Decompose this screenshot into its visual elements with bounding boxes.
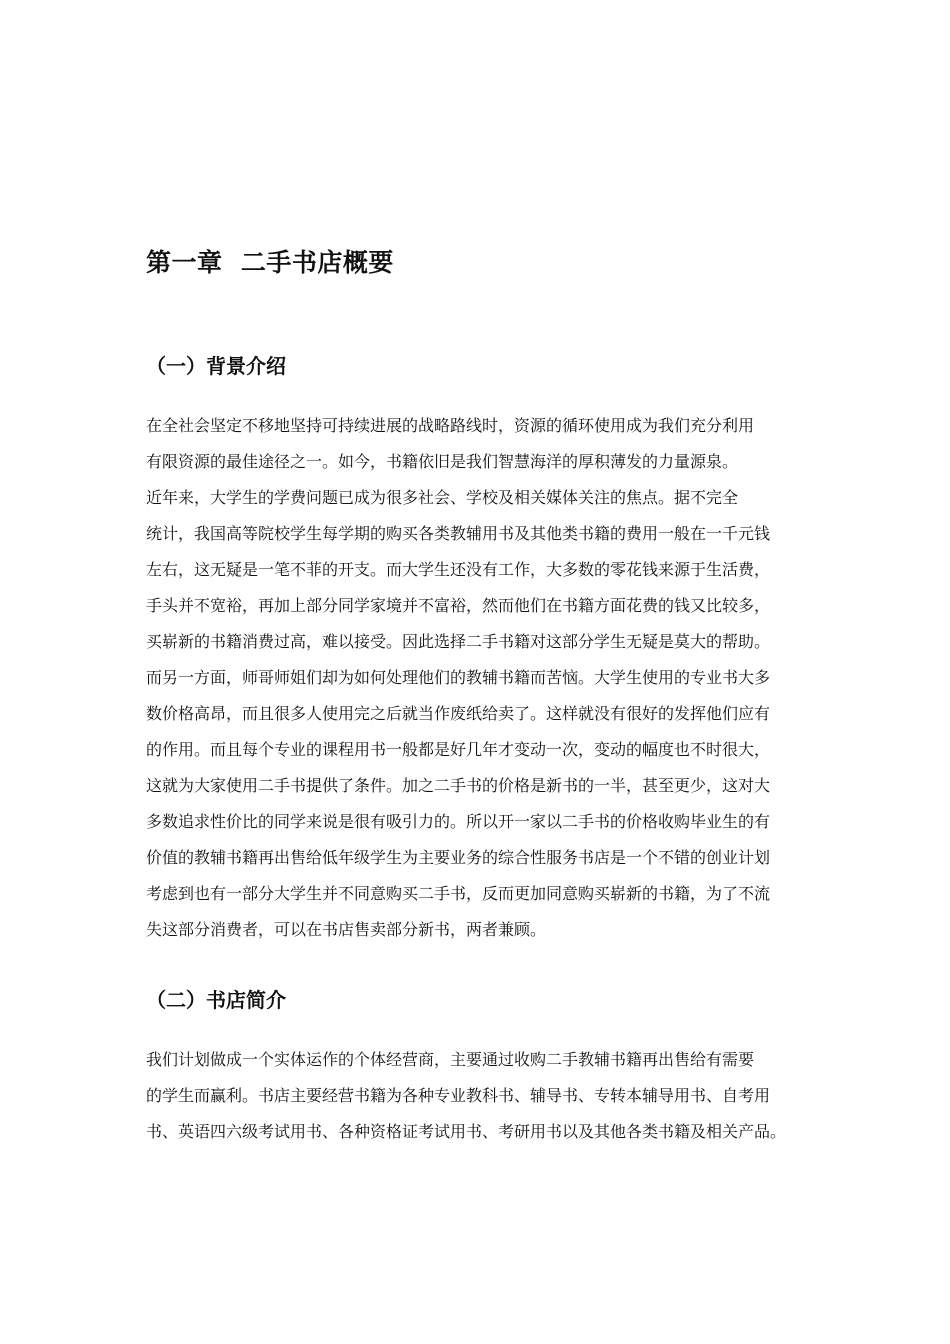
text-line: 数价格高昂，而且很多人使用完之后就当作废纸给卖了。这样就没有很好的发挥他们应有 xyxy=(146,704,771,723)
text-line: 统计，我国高等院校学生每学期的购买各类教辅用书及其他类书籍的费用一般在一千元钱 xyxy=(146,524,771,543)
background-text xyxy=(146,408,816,948)
text-line: 考虑到也有一部分大学生并不同意购买二手书，反而更加同意购买崭新的书籍，为了不流 xyxy=(146,884,771,903)
shop-intro-text xyxy=(146,1042,816,1150)
text-line: 我们计划做成一个实体运作的个体经营商，主要通过收购二手教辅书籍再出售给有需要 xyxy=(146,1050,755,1069)
text-line: 近年来，大学生的学费问题已成为很多社会、学校及相关媒体关注的焦点。据不完全 xyxy=(146,488,739,507)
text-line: 有限资源的最佳途径之一。如今，书籍依旧是我们智慧海洋的厚积薄发的力量源泉。 xyxy=(146,452,739,471)
chapter-title: 第一章 二手书店概要 xyxy=(146,248,394,277)
section-heading-background: （一）背景介绍 xyxy=(146,354,286,378)
text-line: 多数追求性价比的同学来说是很有吸引力的。所以开一家以二手书的价格收购毕业生的有 xyxy=(146,812,771,831)
text-line: 书、英语四六级考试用书、各种资格证考试用书、考研用书以及其他各类书籍及相关产品。 xyxy=(146,1122,787,1141)
text-line: 左右，这无疑是一笔不菲的开支。而大学生还没有工作，大多数的零花钱来源于生活费， xyxy=(146,560,771,579)
text-line: 价值的教辅书籍再出售给低年级学生为主要业务的综合性服务书店是一个不错的创业计划 xyxy=(146,848,771,867)
text-line: 在全社会坚定不移地坚持可持续进展的战略路线时，资源的循环使用成为我们充分利用 xyxy=(146,416,755,435)
text-line: 失这部分消费者，可以在书店售卖部分新书，两者兼顾。 xyxy=(146,920,547,939)
text-line: 的作用。而且每个专业的课程用书一般都是好几年才变动一次，变动的幅度也不时很大， xyxy=(146,740,771,759)
text-line: 这就为大家使用二手书提供了条件。加之二手书的价格是新书的一半，甚至更少，这对大 xyxy=(146,776,771,795)
text-line: 的学生而赢利。书店主要经营书籍为各种专业教科书、辅导书、专转本辅导用书、自考用 xyxy=(146,1086,771,1105)
text-line: 而另一方面，师哥师姐们却为如何处理他们的教辅书籍而苦恼。大学生使用的专业书大多 xyxy=(146,668,771,687)
text-line: 买崭新的书籍消费过高，难以接受。因此选择二手书籍对这部分学生无疑是莫大的帮助。 xyxy=(146,632,771,651)
text-line: 手头并不宽裕，再加上部分同学家境并不富裕，然而他们在书籍方面花费的钱又比较多， xyxy=(146,596,771,615)
section-heading-shop-intro: （二）书店简介 xyxy=(146,988,286,1012)
